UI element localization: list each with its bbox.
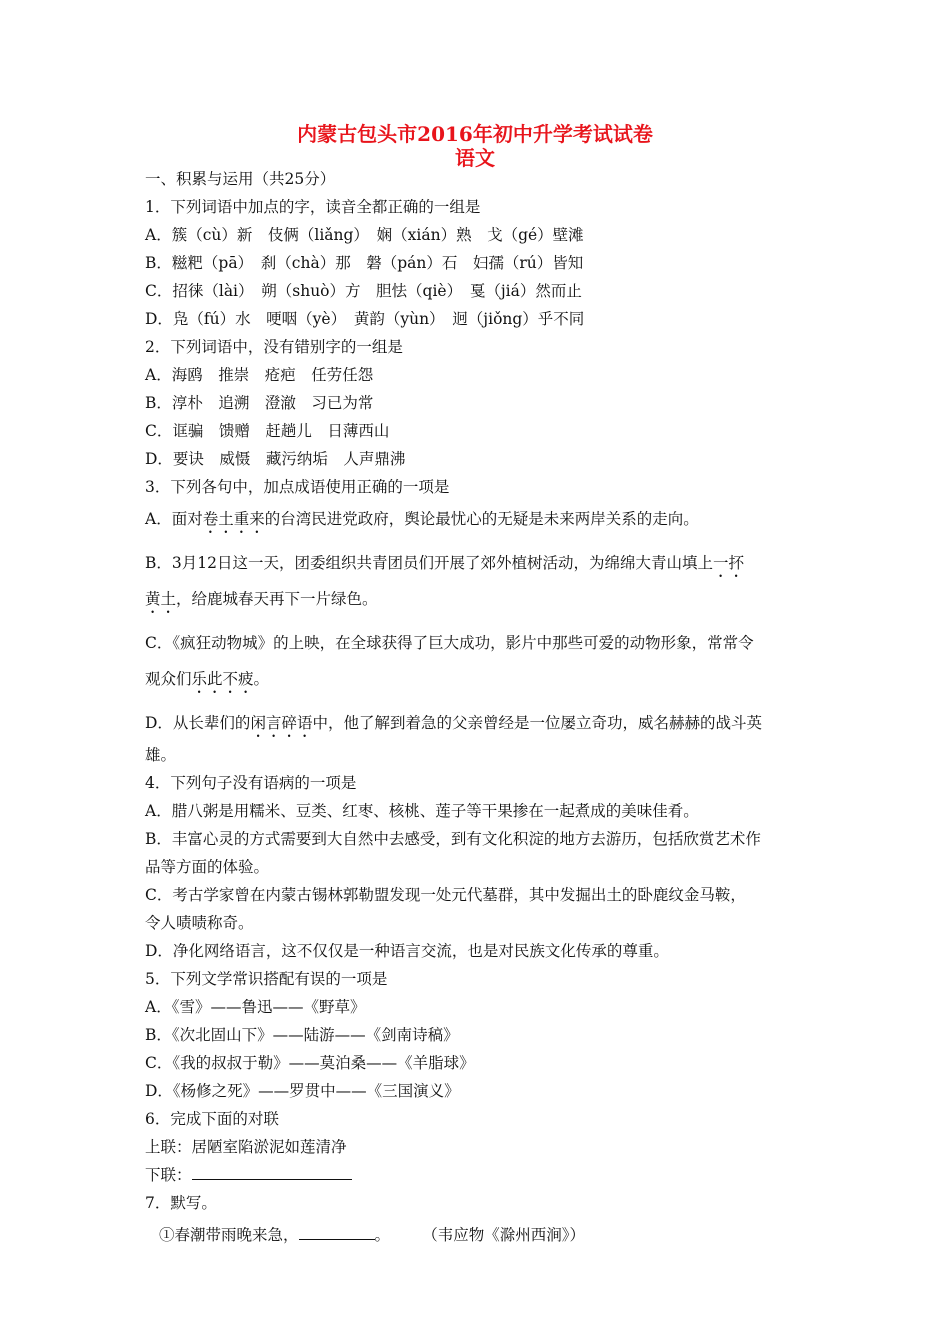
question-1-stem: 1．下列词语中加点的字，读音全都正确的一组是 [145,198,481,216]
option-text: ，给鹿城春天再下一片绿色。 [176,590,378,608]
answer-blank[interactable] [299,1221,375,1240]
option-text: B．3月12日这一天，团委组织共青团员们开展了郊外植树活动，为绵绵大青山填上 [145,554,713,572]
section-heading: 一、积累与运用（共25分） [145,170,336,188]
question-2-option-d: D．要诀 威慑 藏污纳垢 人声鼎沸 [145,450,406,468]
couplet-lower [145,1161,815,1189]
option-text: 。 [253,670,270,688]
option-text: 的台湾民进党政府，舆论最忧心的无疑是未来两岸关系的走向。 [264,510,699,528]
question-2-option-c: C．诓骗 馈赠 赶趟儿 日薄西山 [145,422,390,440]
question-4-option-b: B．丰富心灵的方式需要到大自然中去感受，到有文化积淀的地方去游历，包括欣赏艺术作 [145,830,761,848]
question-5-option-c: C．《我的叔叔于勒》——莫泊桑——《羊脂球》 [145,1054,475,1072]
exam-title: 内蒙古包头市2016年初中升学考试试卷 [297,122,653,146]
answer-blank[interactable] [192,1161,352,1180]
question-1-option-b: B．糍粑（pā） 刹（chà）那 磐（pán）石 妇孺（rú）皆知 [145,254,584,272]
couplet-upper: 上联：居陋室陷淤泥如莲清净 [145,1138,347,1156]
question-3-option-b-cont [145,581,815,617]
question-3-option-a [145,501,815,537]
option-text: A．面对 [145,510,203,528]
question-3-option-c: C．《疯狂动物城》的上映，在全球获得了巨大成功，影片中那些可爱的动物形象，常常令 [145,634,754,652]
question-1-option-c: C．招徕（lài） 朔（shuò）方 胆怯（qiè） 戛（jiá）然而止 [145,282,582,300]
question-2-option-a: A．海鸥 推崇 疮疤 任劳任怨 [145,366,374,384]
question-3-stem: 3．下列各句中，加点成语使用正确的一项是 [145,478,450,496]
question-5-option-b: B．《次北固山下》——陆游——《剑南诗稿》 [145,1026,459,1044]
question-3-option-b [145,545,815,581]
dotted-idiom: 黄土 [145,590,177,608]
question-4-stem: 4．下列句子没有语病的一项是 [145,774,357,792]
question-3-option-d [145,705,815,741]
dictation-text: ①春潮带雨晚来急， [159,1226,299,1244]
couplet-lower-label: 下联： [145,1166,192,1184]
dictation-source: （韦应物《滁州西涧》） [430,1226,586,1244]
dictation-item-1 [145,1217,815,1253]
question-4-option-c-cont: 令人啧啧称奇。 [145,914,254,932]
question-4-option-b-cont: 品等方面的体验。 [145,858,270,876]
question-5-option-d: D．《杨修之死》——罗贯中——《三国演义》 [145,1082,460,1100]
question-4-option-a: A．腊八粥是用糯米、豆类、红枣、核桃、莲子等干果掺在一起煮成的美味佳肴。 [145,802,699,820]
question-5-option-a: A．《雪》——鲁迅——《野草》 [145,998,366,1016]
question-1-option-d: D．凫（fú）水 哽咽（yè） 黄韵（yùn） 迥（jiǒng）乎不同 [145,310,585,328]
dictation-text: 。 [374,1226,391,1244]
dotted-idiom: 乐此不疲 [191,670,254,688]
exam-subject: 语文 [455,146,495,170]
question-1-option-a: A．簇（cù）新 伎俩（liǎng） 娴（xián）熟 戈（gé）壁滩 [145,226,584,244]
question-2-option-b: B．淳朴 追溯 澄澈 习已为常 [145,394,374,412]
dotted-idiom: 闲言碎语 [250,714,313,732]
question-6-stem: 6．完成下面的对联 [145,1110,279,1128]
question-3-option-d-cont: 雄。 [145,746,177,764]
dotted-idiom: 一抔 [712,554,744,572]
question-4-option-c: C．考古学家曾在内蒙古锡林郭勒盟发现一处元代墓群，其中发掘出土的卧鹿纹金马鞍， [145,886,746,904]
question-7-stem: 7．默写。 [145,1194,217,1212]
question-5-stem: 5．下列文学常识搭配有误的一项是 [145,970,388,988]
dotted-idiom: 卷土重来 [202,510,265,528]
option-text: D．从长辈们的 [145,714,251,732]
question-2-stem: 2．下列词语中，没有错别字的一组是 [145,338,403,356]
question-4-option-d: D．净化网络语言，这不仅仅是一种语言交流，也是对民族文化传承的尊重。 [145,942,669,960]
exam-content [145,165,815,1253]
option-text: 中，他了解到着急的父亲曾经是一位屡立奇功，威名赫赫的战斗英 [312,714,762,732]
question-3-option-c-cont [145,661,815,697]
option-text: 观众们 [145,670,192,688]
